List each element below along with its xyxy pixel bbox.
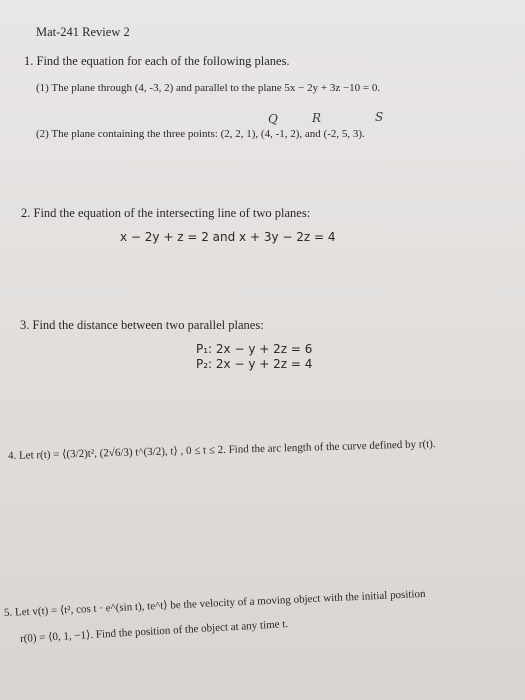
handwritten-r: R xyxy=(312,111,322,125)
problem-3-text: 3. Find the distance between two parallel planes: xyxy=(20,318,264,332)
problem-5-line-2: r(0) = ⟨0, 1, −1⟩. Find the position of the object at any time t. xyxy=(19,618,289,645)
problem-5-line-1: 5. Let v(t) = ⟨t², cos t · e^(sin t), te^t⟩ be the velocity of a moving object with the initial position xyxy=(3,587,426,619)
problem-1-text: 1. Find the equation for each of the following planes. xyxy=(24,54,290,68)
course-title: Mat-241 Review 2 xyxy=(36,25,130,39)
problem-3-plane-2: P₂: 2x − y + 2z = 4 xyxy=(196,357,313,371)
handwritten-q: Q xyxy=(268,112,278,126)
problem-2-text: 2. Find the equation of the intersecting line of two planes: xyxy=(21,206,311,220)
problem-2-equations: x − 2y + z = 2 and x + 3y − 2z = 4 xyxy=(120,230,336,244)
problem-4-text: 4. Let r(t) = ⟨(3/2)t², (2√6/3) t^(3/2), t⟩ , 0 ≤ t ≤ 2. Find the arc length of the curve defined by r(t). xyxy=(7,438,436,462)
problem-3-plane-1: P₁: 2x − y + 2z = 6 xyxy=(196,342,313,356)
problem-1-part-1: (1) The plane through (4, -3, 2) and parallel to the plane 5x − 2y + 3z −10 = 0. xyxy=(36,82,381,94)
handwritten-s: S xyxy=(375,110,384,124)
problem-1-part-2: (2) The plane containing the three points: (2, 2, 1), (4, -1, 2), and (-2, 5, 3). xyxy=(36,128,365,140)
